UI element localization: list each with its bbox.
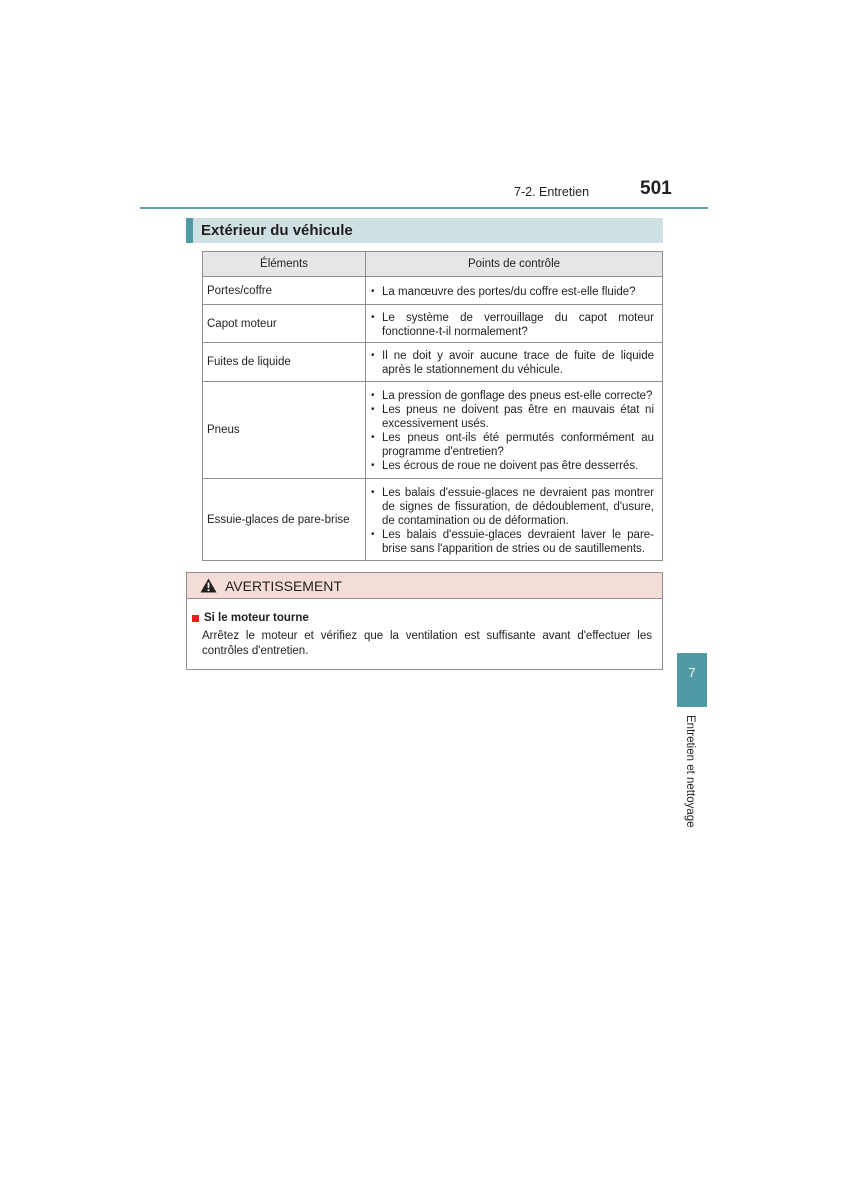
warning-title: AVERTISSEMENT <box>225 578 342 594</box>
row-points <box>366 343 663 382</box>
chapter-number: 7 <box>688 665 696 680</box>
table-row <box>203 479 663 561</box>
row-item: Essuie-glaces de pare-brise <box>203 479 366 561</box>
checkpoint-bullet: • Le système de verrouillage du capot moteur fonctionne-t-il normalement? <box>374 311 654 339</box>
checkpoint-bullet: • Les écrous de roue ne doivent pas être desserrés. <box>374 459 654 473</box>
checkpoint-bullet: • Les pneus ont-ils été permutés conformément au programme d'entretien? <box>374 431 654 459</box>
running-header-section: 7-2. Entretien <box>514 185 590 199</box>
table-row <box>203 305 663 343</box>
warning-header <box>187 573 662 599</box>
checkpoint-bullet: • Les pneus ne doivent pas être en mauvais état ni excessivement usés. <box>374 403 654 431</box>
row-item: Portes/coffre <box>203 277 366 305</box>
table-header-row <box>203 252 663 277</box>
checkpoint-bullet: • La manœuvre des portes/du coffre est-elle fluide? <box>374 285 654 299</box>
row-item: Pneus <box>203 382 366 479</box>
header-divider <box>140 207 708 209</box>
warning-body: Arrêtez le moteur et vérifiez que la ventilation est suffisante avant d'effectuer les contrôles d'entretien. <box>202 630 652 657</box>
chapter-label: Entretien et nettoyage <box>684 715 696 828</box>
checkpoint-bullet: • La pression de gonflage des pneus est-elle correcte? <box>374 389 654 403</box>
table-row <box>203 382 663 479</box>
warning-triangle-icon <box>200 578 217 593</box>
row-item: Capot moteur <box>203 305 366 343</box>
table-row <box>203 343 663 382</box>
chapter-tab <box>677 653 707 707</box>
row-points <box>366 382 663 479</box>
red-square-bullet-icon <box>192 615 199 622</box>
warning-subtitle <box>192 612 309 624</box>
page-number: 501 <box>640 178 672 199</box>
warning-box <box>186 572 663 670</box>
row-points <box>366 305 663 343</box>
column-header-items: Éléments <box>203 252 366 277</box>
column-header-checkpoints: Points de contrôle <box>366 252 663 277</box>
section-heading <box>186 218 663 243</box>
row-points <box>366 479 663 561</box>
row-item: Fuites de liquide <box>203 343 366 382</box>
checkpoint-bullet: • Les balais d'essuie-glaces devraient laver le pare-brise sans l'apparition de stries ou de sautillements. <box>374 528 654 556</box>
section-heading-text: Extérieur du véhicule <box>201 222 353 239</box>
row-points <box>366 277 663 305</box>
warning-subtitle-text: Si le moteur tourne <box>204 612 309 624</box>
checkpoint-bullet: • Les balais d'essuie-glaces ne devraient pas montrer de signes de fissuration, de dédoublement, d'usure, de contamination ou de déformation. <box>374 486 654 528</box>
inspection-table <box>202 251 663 561</box>
table-row <box>203 277 663 305</box>
checkpoint-bullet: • Il ne doit y avoir aucune trace de fuite de liquide après le stationnement du véhicule. <box>374 349 654 377</box>
